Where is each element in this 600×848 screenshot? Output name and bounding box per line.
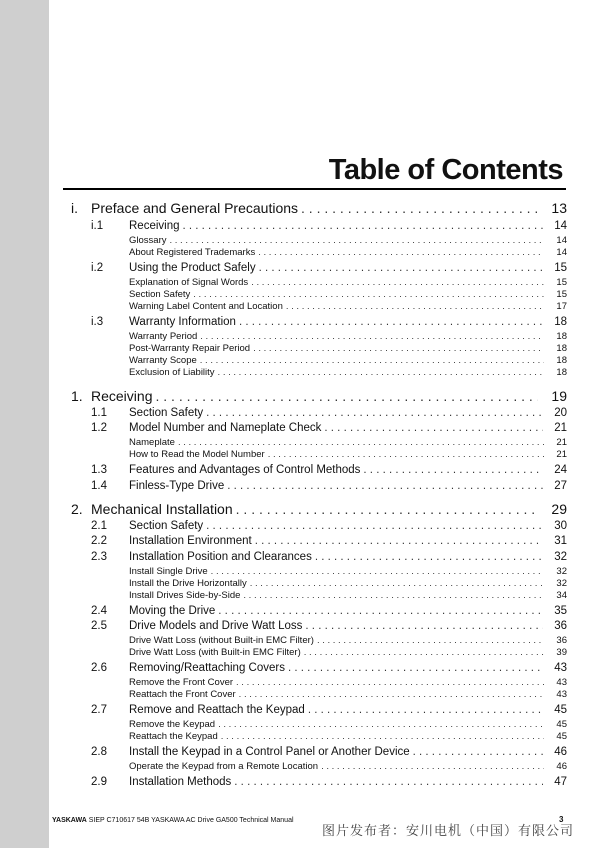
toc-entry-title: Model Number and Nameplate Check . . . [129,422,543,434]
dot-leader [206,520,543,532]
dot-leader [178,437,544,448]
toc-entry-title: Remove the Front Cover . . . [129,677,544,688]
toc-entry-page: 18 [556,331,567,342]
toc-entry-page: 45 [556,731,567,742]
dot-leader [253,343,544,354]
toc-entry-title: Moving the Drive . . . [129,605,543,617]
toc-entry-page: 15 [556,277,567,288]
dot-leader [155,388,538,404]
toc-entry-page: 43 [556,677,567,688]
page-number: 3 [559,815,564,824]
toc-entry-title: Glossary . . . [129,235,544,246]
toc-entry-page: 47 [554,776,567,788]
toc-entry-title: Warranty Information . . . [129,316,543,328]
dot-leader [315,551,543,563]
dot-leader [324,422,543,434]
toc-entry-page: 21 [556,437,567,448]
toc-entry-page: 46 [556,761,567,772]
footer-doc-title: SIEP C710617 54B YASKAWA AC Drive GA500 Technical Manual [88,817,294,824]
toc-entry-title: Install the Drive Horizontally . . . [129,578,544,589]
toc-entry-title: Removing/Reattaching Covers . . . [129,662,543,674]
toc-entry-page: 31 [554,535,567,547]
toc-entry-title: Drive Watt Loss (without Built-in EMC Filter) . . . [129,635,544,646]
toc-entry-page: 18 [554,316,567,328]
dot-leader [250,578,544,589]
toc-entry-page: 32 [554,551,567,563]
dot-leader [243,590,544,601]
toc-entry-title: Using the Product Safely . . . [129,262,543,274]
dot-leader [286,301,544,312]
dot-leader [239,689,544,700]
toc-entry-page: 32 [556,578,567,589]
toc-entry-page: 17 [556,301,567,312]
toc-entry-title: Reattach the Front Cover . . . [129,689,544,700]
toc-entry-page: 32 [556,566,567,577]
toc-entry-number: 2.3 [91,551,107,563]
toc-entry-title: About Registered Trademarks . . . [129,247,544,258]
toc-entry-page: 21 [554,422,567,434]
toc-entry-title: Exclusion of Liability . . . [129,367,544,378]
dot-leader [363,464,543,476]
dot-leader [317,635,544,646]
toc-entry-number: 1.4 [91,480,107,492]
toc-entry-number: 2.1 [91,520,107,532]
toc-entry-page: 14 [554,220,567,232]
dot-leader [258,247,544,258]
toc-entry-page: 15 [554,262,567,274]
toc-entry-page: 43 [556,689,567,700]
toc-entry-title: Operate the Keypad from a Remote Location . . . [129,761,544,772]
toc-entry-title: Install Drives Side-by-Side . . . [129,590,544,601]
toc-entry-number: 2.5 [91,620,107,632]
dot-leader [259,262,543,274]
dot-leader [255,535,543,547]
footer-doc-info [52,817,294,824]
toc-entry-title: Nameplate . . . [129,437,544,448]
toc-entry-number: 2.8 [91,746,107,758]
toc-entry-page: 36 [554,620,567,632]
toc-entry-title: Install the Keypad in a Control Panel or Another Device . . . [129,746,543,758]
toc-entry-page: 14 [556,247,567,258]
dot-leader [218,719,544,730]
toc-entry-title: Installation Environment . . . [129,535,543,547]
toc-entry-number: 2.2 [91,535,107,547]
toc-entry-number: i.2 [91,262,104,274]
toc-entry-number: 1.2 [91,422,107,434]
page-title: Table of Contents [328,154,563,186]
toc-entry-title: Reattach the Keypad . . . [129,731,544,742]
toc-entry-title: Post-Warranty Repair Period . . . [129,343,544,354]
toc-entry-page: 15 [556,289,567,300]
dot-leader [211,566,544,577]
toc-entry-page: 46 [554,746,567,758]
toc-entry-title: Features and Advantages of Control Methods . . . [129,464,543,476]
dot-leader [413,746,543,758]
toc-entry-page: 20 [554,407,567,419]
dot-leader [288,662,543,674]
dot-leader [305,620,543,632]
dot-leader [301,200,538,216]
toc-entry-page: 19 [551,388,567,404]
toc-entry-page: 30 [554,520,567,532]
toc-entry-page: 21 [556,449,567,460]
page-side-band [0,0,49,848]
toc-entry-title: Install Single Drive . . . [129,566,544,577]
toc-entry-title: Section Safety . . . [129,289,544,300]
toc-entry-number: 2.6 [91,662,107,674]
toc-entry-title: Installation Position and Clearances . . . [129,551,543,563]
toc-entry-page: 13 [551,200,567,216]
toc-entry-number: 2.9 [91,776,107,788]
toc-entry-number: 2. [71,501,83,517]
toc-entry-title: Finless-Type Drive . . . [129,480,543,492]
dot-leader [234,776,543,788]
dot-leader [206,407,543,419]
toc-entry-title: Warranty Scope . . . [129,355,544,366]
toc-entry-page: 18 [556,343,567,354]
toc-entry-page: 45 [554,704,567,716]
toc-entry-number: i. [71,200,78,216]
toc-entry-title: Mechanical Installation . . . [91,501,538,517]
toc-entry-title: Section Safety . . . [129,520,543,532]
dot-leader [200,331,544,342]
dot-leader [236,501,538,517]
toc-entry-page: 35 [554,605,567,617]
toc-entry-title: How to Read the Model Number . . . [129,449,544,460]
toc-entry-page: 14 [556,235,567,246]
dot-leader [221,731,544,742]
dot-leader [321,761,544,772]
dot-leader [239,316,543,328]
toc-entry-title: Installation Methods . . . [129,776,543,788]
dot-leader [218,367,544,378]
toc-entry-number: 1.3 [91,464,107,476]
toc-entry-number: 2.7 [91,704,107,716]
toc-entry-number: 2.4 [91,605,107,617]
toc-entry-page: 18 [556,367,567,378]
dot-leader [169,235,544,246]
toc-entry-page: 24 [554,464,567,476]
toc-entry-title: Drive Models and Drive Watt Loss . . . [129,620,543,632]
toc-entry-number: i.3 [91,316,104,328]
toc-entry-title: Preface and General Precautions . . . [91,200,538,216]
toc-entry-page: 29 [551,501,567,517]
toc-entry-title: Remove the Keypad . . . [129,719,544,730]
toc-entry-page: 18 [556,355,567,366]
dot-leader [200,355,544,366]
dot-leader [251,277,544,288]
toc-entry-number: 1.1 [91,407,107,419]
toc-entry-title: Section Safety . . . [129,407,543,419]
toc-entry-page: 43 [554,662,567,674]
dot-leader [218,605,543,617]
footer-brand: YASKAWA [52,817,87,824]
toc-entry-title: Explanation of Signal Words . . . [129,277,544,288]
toc-entry-number: 1. [71,388,83,404]
title-rule [63,188,566,190]
toc-entry-title: Remove and Reattach the Keypad . . . [129,704,543,716]
toc-entry-page: 34 [556,590,567,601]
toc-entry-title: Warranty Period . . . [129,331,544,342]
dot-leader [308,704,543,716]
dot-leader [268,449,544,460]
toc-entry-title: Drive Watt Loss (with Built-in EMC Filter) . . . [129,647,544,658]
toc-entry-page: 27 [554,480,567,492]
toc-entry-title: Receiving . . . [129,220,543,232]
dot-leader [304,647,544,658]
toc-entry-title: Warning Label Content and Location . . . [129,301,544,312]
dot-leader [193,289,544,300]
dot-leader [183,220,544,232]
toc-entry-page: 45 [556,719,567,730]
toc-entry-page: 39 [556,647,567,658]
toc-entry-page: 36 [556,635,567,646]
watermark-text: 图片发布者：安川电机（中国）有限公司 [322,823,575,838]
dot-leader [227,480,543,492]
dot-leader [236,677,544,688]
toc-entry-number: i.1 [91,220,104,232]
toc-entry-title: Receiving . . . [91,388,538,404]
